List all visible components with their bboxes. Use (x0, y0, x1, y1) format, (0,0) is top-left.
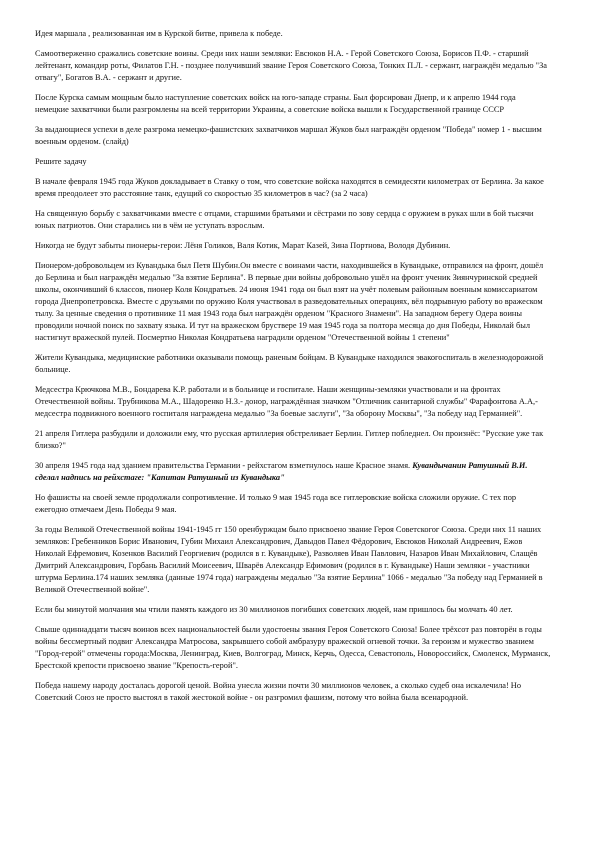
paragraph-victory-cost: Победа нашему народу досталась дорогой ценой. Война унесла жизни почти 30 миллионов человек, а сколько судеб она искалечила! Но Советский Союз не просто выстоял в такой жестокой войне - он разгромил фашизм, потому что война была всенародной. (35, 681, 522, 702)
paragraph-heroes-list: За годы Великой Отечественной войны 1941-1945 гг 150 оренбуржцам было присвоено звание Героя Советскогог Союза. Среди них 11 наших земляков: Гребенников Борис Иванович, Губин Михаил Александрович, Давыдов Павел Фёдорович, Евсюков Николай Андреевич, Ежов Николай Ефремович, Козенков Василий Георгиевич (родился в г. Кувандыке), Разволяев Иван Павлович, Назаров Иван Михайлович, Слащёв Дмитрий Александрович, Горбань Василий Моисеевич, Шварёв Александр Ефимович (родился в г. Кувандыке) Наши земляки - участники штурма Берлина.174 наших земляка (данные 1974 года) награждены медалью "За взятие Берлина" 1066 - медалью "За победу над Германией в Великой Отечественной войне". (35, 525, 543, 594)
ratushny-inscription: Кувандычанин Ратушный В.И. сделал надпись на рейхстаге: "Капитан Ратушный из Кувандыка" (35, 461, 528, 482)
paragraph-young-patriots: На священную борьбу с захватчиками вместе с отцами, старшими братьями и сёстрами по зову сердца с оружием в руках шли в бой тысячи юных патриотов. Они старались ни в чём не уступать взрослым. (35, 209, 534, 230)
paragraph-nurses: Медсестра Крючкова М.В., Бондарева К.Р. работали и в больнице и госпитале. Наши женщины-земляки участвовали и на фронтах Отечественной войны. Трубникова М.А., Шадоренко Н.З.- донор, награждённая значком "Отличник санитарной службы" Фарафонтова А.А,- медсестра подвижного военного госпиталя награждена медалью "За боевые заслуги", "За оборону Москвы", "За победу над Германией". (35, 385, 538, 418)
paragraph-reichstag (35, 460, 551, 484)
paragraph-after-kursk: После Курска самым мощным было наступление советских войск на юго-западе страны. Был форсирован Днепр, и к апрелю 1944 года немецкие захватчики были разгромлены на всей территории Украины, а советские войска вышли к Государственной границе СССР (35, 93, 516, 114)
paragraph-minute-silence: Если бы минутой молчания мы чтили память каждого из 30 миллионов погибших советских людей, нам пришлось бы молчать 40 лет. (35, 605, 513, 614)
paragraph-soldiers: Самоотверженно сражались советские воины. Среди них наши земляки: Евсюков Н.А. - Герой Советского Союза, Борисов П.Ф. - старший лейтенант, командир роты, Филатов Г.Н. - позднее получивший звание Героя Советского Союза, Тонких П.Л. - сержант, награждён медалью "За отвагу", Богатов В.А. - сержант и другие. (35, 49, 547, 82)
reichstag-text: 30 апреля 1945 года над зданием правительства Германии - рейхстагом взметнулось наше Красное знамя. (35, 461, 411, 470)
paragraph-task-heading: Решите задачу (35, 157, 87, 166)
paragraph-task: В начале февраля 1945 года Жуков докладывает в Ставку о том, что советские войска находятся в семидесяти километрах от Берлина. За какое время преодолеет это расстояние танк, едущий со скоростью 35 километров в час? (за 2 часа) (35, 177, 544, 198)
paragraph-victory-day: Но фашисты на своей земле продолжали сопротивление. И только 9 мая 1945 года все гитлеровские войска сложили оружие. С тех пор ежегодно отмечаем День Победы 9 мая. (35, 493, 517, 514)
paragraph-kuvandyk-pioneers: Пионером-добровольцем из Кувандыка был Петя Шубин.Он вместе с воинами части, находившейся в Кувандыке, отправился на фронт, дошёл до Берлина и был награждён медалью "За взятие Берлина". В первые дни войны добровольно ушёл на фронт ученик Зиянчуринской средней школы, окончивший 6 классов, пионер Коля Кондратьев. 24 июня 1941 года он был взят на учёт полевым районным военным комиссариатом города Днепропетровска. Вместе с друзьями по оружию Коля участвовал в разведовательных операциях, вёл подрывную работу во вражеском тылу. За ценные сведения о противнике 11 мая 1943 года был награждён орденом "Красного Знамени". На западном берегу Одера воины проводили ночной поиск по захвату языка. И тут на вражеском бруствере 19 мая 1945 года за полтора месяца до дня Победы, Николай был настигнут вражеской пулей. Посмертно Николая Кондратьева наградили орденом "Отечественной войны 1 степени" (35, 261, 544, 342)
paragraph-kursk-idea: Идея маршала , реализованная им в Курской битве, привела к победе. (35, 29, 283, 38)
paragraph-medical-help: Жители Кувандыка, медицинские работники оказывали помощь раненым бойцам. В Кувандыке находился эвакогоспиталь в железнодорожной больнице. (35, 353, 544, 374)
paragraph-hitler: 21 апреля Гитлера разбудили и доложили ему, что русская артиллерия обстреливает Берлин. Гитлер побледнел. Он произнёс: "Русские уже так близко?" (35, 429, 544, 450)
paragraph-hero-cities: Свыше одиннадцати тысяч воинов всех национальностей были удостоены звания Героя Советского Союза! Более трёхсот раз повторён в годы войны бессмертный подвиг Александра Матросова, закрывшего собой амбразуру вражеской огневой точки. За героизм и мужество званием "Город-герой" отмечены города:Москва, Ленинград, Киев, Волгоград, Минск, Керчь, Одесса, Севастополь, Новороссийск, Смоленск, Мурманск, Брестской крепости присвоено звание "Крепость-герой". (35, 625, 551, 670)
paragraph-zhukov-order: За выдающиеся успехи в деле разгрома немецко-фашистских захватчиков маршал Жуков был награждён орденом "Победа" номер 1 - высшим военным орденом. (слайд) (35, 125, 542, 146)
paragraph-pioneer-heroes: Никогда не будут забыты пионеры-герои: Лёня Голиков, Валя Котик, Марат Казей, Зина Портнова, Володя Дубинин. (35, 241, 451, 250)
